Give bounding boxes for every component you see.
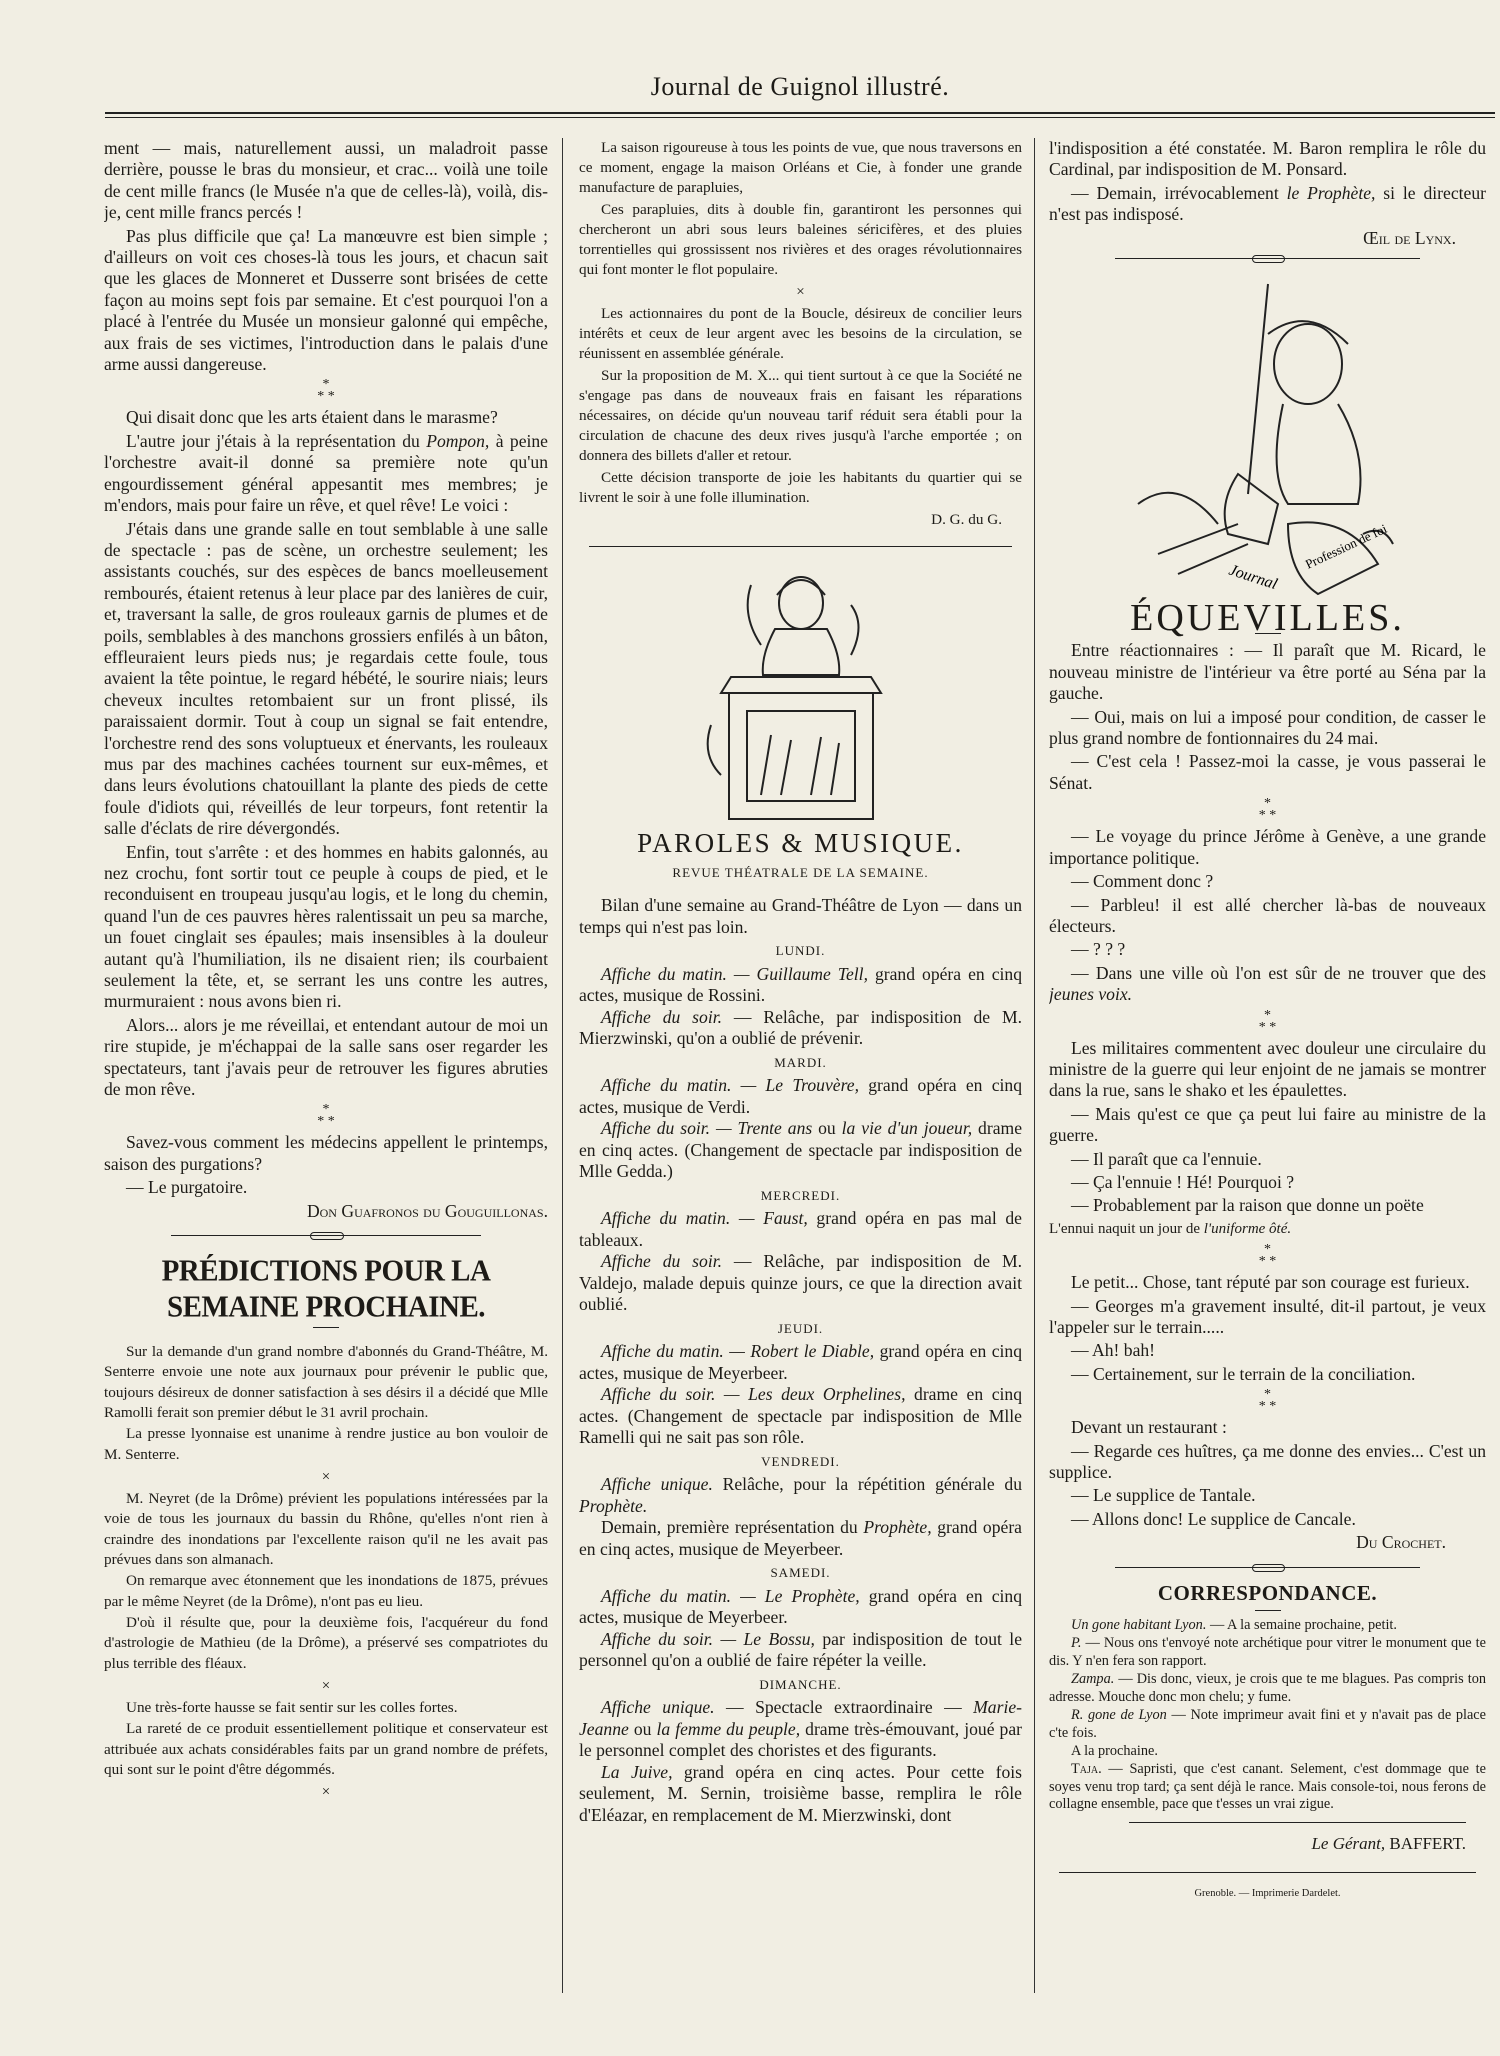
day-heading: DIMANCHE. xyxy=(759,1676,842,1692)
column-2 xyxy=(579,138,1022,1826)
listing: Affiche du soir. — Le Bossu, par indisposition de tout le personnel qu'on a oublié de faire répéter la veille. xyxy=(579,1628,1022,1670)
author-signature: Don Guafronos du Gouguillonas. xyxy=(306,1200,548,1221)
asterism-ornament: * * * xyxy=(1258,1007,1277,1035)
asterism-ornament: * * * xyxy=(1258,796,1277,824)
article-paragraph: — Parbleu! il est allé chercher là-bas de nouveaux électeurs. xyxy=(1049,894,1486,936)
article-paragraph: Bilan d'une semaine au Grand-Théâtre de Lyon — dans un temps qui n'est pas loin. xyxy=(579,895,1022,937)
letter-reply: Un gone habitant Lyon. — A la semaine prochaine, petit. xyxy=(1071,1617,1397,1634)
listing: Affiche unique. — Spectacle extraordinaire — Marie-Jeanne ou la femme du peuple, drame très-émouvant, joué par le personnel complet des choristes et des figurants. xyxy=(579,1697,1022,1760)
short-dash xyxy=(313,1327,339,1328)
letter-reply: A la prochaine. xyxy=(1071,1742,1158,1759)
article-paragraph: — Certainement, sur le terrain de la conciliation. xyxy=(1071,1363,1416,1384)
author-signature: Œil de Lynx. xyxy=(1363,227,1456,248)
article-paragraph: — Oui, mais on lui a imposé pour condition, de casser le plus grand nombre de fontionnaires du 24 mai. xyxy=(1049,706,1486,749)
article-paragraph: — Georges m'a gravement insulté, dit-il partout, je veux l'appeler sur le terrain..... xyxy=(1049,1295,1486,1337)
article-paragraph: Alors... alors je me réveillai, et entendant autour de moi un rire stupide, je m'échappai de la salle sans oser regarder les spectateurs, tant j'avais peur de retrouver les figures abruties de mon rêve. xyxy=(104,1014,548,1100)
asterism-ornament: * * * xyxy=(1258,1387,1277,1415)
article-paragraph: — Le supplice de Tantale. xyxy=(1071,1485,1256,1506)
column-1 xyxy=(104,138,548,1805)
day-heading: MARDI. xyxy=(774,1054,827,1070)
ornamental-rule xyxy=(1115,1567,1421,1578)
day-heading: MERCREDI. xyxy=(760,1187,841,1203)
day-heading: LUNDI. xyxy=(775,943,826,958)
article-paragraph: M. Neyret (de la Drôme) prévient les populations intéressées par la voie de tous les journaux du bassin du Rhône, qu'elles n'ont rien à craindre des inondations par l'excellente raison qu'il ne les avait pas prévues dans son almanach. xyxy=(104,1490,548,1569)
article-paragraph: La saison rigoureuse à tous les points de vue, que nous traversons en ce moment, engage la maison Orléans et Cie, à fonder une grande manufacture de parapluies, xyxy=(579,139,1022,196)
article-paragraph: Sur la proposition de M. X... qui tient surtout à ce que la Société ne s'engage pas dans de nouveaux frais en faisant les réparations nécessaires, on décide qu'un nouveau tarif réduit sera établi pour la circulation de chacune des deux rives jusqu'à l'arche emportée ; on donnera des billets d'aller et retour. xyxy=(579,367,1022,464)
article-paragraph: D'où il résulte que, pour la deuxième fois, l'acquéreur du fond d'astrologie de Mathieu (de la Drôme), a préservé ses compatriotes du plus terrible des fléaux. xyxy=(104,1613,548,1672)
article-paragraph: — Le purgatoire. xyxy=(126,1177,248,1198)
ornamental-rule xyxy=(171,1235,482,1246)
article-paragraph: — Allons donc! Le supplice de Cancale. xyxy=(1071,1508,1356,1529)
article-paragraph: — Comment donc ? xyxy=(1071,871,1214,892)
article-paragraph: Entre réactionnaires : — Il paraît que M. Ricard, le nouveau ministre de l'intérieur va être porté au Séna par la gauche. xyxy=(1049,640,1486,704)
day-heading: VENDREDI. xyxy=(761,1453,840,1469)
asterism-ornament: * * * xyxy=(1258,1242,1277,1270)
section-rule xyxy=(589,546,1012,547)
listing: Affiche du matin. — Le Trouvère, grand opéra en cinq actes, musique de Verdi. xyxy=(579,1075,1022,1117)
article-paragraph: — Il paraît que ca l'ennuie. xyxy=(1071,1148,1262,1169)
masthead-rule xyxy=(105,112,1495,118)
article-paragraph: Les militaires commentent avec douleur une circulaire du ministre de la guerre qui leur enjoint de ne jamais se montrer dans la rue, sans le shako et les épaulettes. xyxy=(1049,1037,1486,1101)
letter-reply: P. — Nous ons t'envoyé note archétique pour vitrer le monument que te dis. Y n'en fera son rapport. xyxy=(1049,1635,1486,1669)
article-paragraph: — Ça l'ennuie ! Hé! Pourquoi ? xyxy=(1071,1171,1295,1192)
article-paragraph: L'autre jour j'étais à la représentation du Pompon, à peine l'orchestre avait-il donné sa première note qu'un engourdissement général appesantit mes membres; je m'endors, mais pour faire un rêve, et quel rêve! Le voici : xyxy=(104,430,548,516)
author-signature: Du Crochet. xyxy=(1356,1532,1446,1553)
article-paragraph: — Dans une ville où l'on est sûr de ne trouver que des jeunes voix. xyxy=(1049,962,1486,1005)
article-paragraph: — ? ? ? xyxy=(1071,939,1126,960)
article-paragraph: ment — mais, naturellement aussi, un maladroit passe derrière, pousse le bras du monsieur, et crac... voilà une toile de cent mille francs (le Musée n'a que de celles-là), voilà, dis-je, cent mille francs percés ! xyxy=(104,138,548,223)
section-subtitle: REVUE THÉATRALE DE LA SEMAINE. xyxy=(672,865,929,880)
letter-reply: Zampa. — Dis donc, vieux, je crois que te me blagues. Pas compris ton adresse. Mouche donc mon chelu; y fume. xyxy=(1049,1671,1486,1705)
section-rule xyxy=(1129,1822,1466,1823)
article-paragraph: Ces parapluies, dits à double fin, garantiront les personnes qui chercheront un abri sous leurs baleines séricifères, et des pluies torrentielles qui grossissent nos rivières et des orages révolutionnaires qui font monter le flot populaire. xyxy=(579,201,1022,278)
listing: Affiche unique. Relâche, pour la répétition générale du Prophète. xyxy=(579,1474,1022,1516)
article-paragraph: — C'est cela ! Passez-moi la casse, je vous passerai le Sénat. xyxy=(1049,751,1486,793)
article-paragraph: J'étais dans une grande salle en tout semblable à une salle de spectacle : pas de scène, un orchestre seulement; les assistants couchés, sur des espèces de bancs moelleusement rembourés, étaient retenus à leur place par des lanières de cuir, et, traversant la salle, de gros rouleaux garnis de plumes et de poils, semblables à des manchons grossiers enfilés à un bâton, effleuraient leurs pieds nus; je regardais cette foule, tous avaient la tête pointue, le regard hébété, le sourire niais; leurs cheveux incultes retombaient sur un front plissé, ils paraissaient dormir. Tout à coup un signal se fait entendre, l'orchestre rend des sons voluptueux et énervants, les rouleaux mus par des machines cachées tournent sur eux-mêmes, et dans leurs évolutions chatouillant la plante des pieds de cette foule d'idiots qui, réveillés de leur torpeurs, font retentir la salle d'éclats de rire dévergondés. xyxy=(104,518,548,839)
article-paragraph: Devant un restaurant : xyxy=(1071,1417,1227,1438)
author-signature: D. G. du G. xyxy=(931,511,1002,528)
column-divider xyxy=(562,138,563,1993)
masthead-title: Journal de Guignol illustré. xyxy=(650,72,950,101)
listing: Affiche du matin. — Robert le Diable, grand opéra en cinq actes, musique de Meyerbeer. xyxy=(579,1341,1022,1383)
short-dash xyxy=(1255,1610,1281,1611)
letter-reply: R. gone de Lyon — Note imprimeur avait fini et y n'avait pas de place c'te fois. xyxy=(1049,1707,1486,1741)
illustration-caption: Profession de foi xyxy=(1302,520,1389,572)
ornamental-rule xyxy=(1115,258,1421,269)
listing: La Juive, grand opéra en cinq actes. Pour cette fois seulement, M. Sernin, troisième basse, remplira le rôle d'Eléazar, en remplacement de M. Mierzwinski, dont xyxy=(579,1761,1022,1825)
letter-reply: Taja. — Sapristi, que c'est canant. Selement, c'est dommage que te soyes venu trop tard; ça sent déjà le rance. Mais console-toi, nous ferons de collagne ensemble, pace que t'esses un vrai zigue. xyxy=(1049,1761,1486,1813)
guignol-pen-illustration xyxy=(1118,274,1418,604)
column-divider xyxy=(1034,138,1035,1993)
column-3 xyxy=(1049,138,1486,1904)
guignol-theatre-illustration xyxy=(691,565,911,825)
article-paragraph: — Demain, irrévocablement le Prophète, si le directeur n'est pas indisposé. xyxy=(1049,182,1486,225)
listing: Affiche du soir. — Relâche, par indisposition de M. Valdejo, malade depuis quinze jours, ce que la direction avait oublié. xyxy=(579,1251,1022,1314)
asterism-ornament: * * * xyxy=(317,1102,335,1130)
article-paragraph: On remarque avec étonnement que les inondations de 1875, prévues par le même Neyret (de la Drôme), n'ont pas eu lieu. xyxy=(104,1572,548,1610)
cross-mark: × xyxy=(321,1677,331,1694)
article-paragraph: Le petit... Chose, tant réputé par son courage est furieux. xyxy=(1071,1272,1470,1293)
listing: Affiche du matin. — Le Prophète, grand opéra en cinq actes, musique de Meyerbeer. xyxy=(579,1585,1022,1627)
printer-line: Grenoble. — Imprimerie Dardelet. xyxy=(1194,1887,1341,1899)
article-paragraph: Sur la demande d'un grand nombre d'abonnés du Grand-Théâtre, M. Senterre envoie une note aux journaux pour prévenir le public que, toujours désireux de donner satisfaction à ses désirs il a décidé que Mlle Ramolli ferait son premier début le 31 avril prochain. xyxy=(104,1343,548,1421)
article-paragraph: — Le voyage du prince Jérôme à Genève, a une grande importance politique. xyxy=(1049,826,1486,868)
article-paragraph: — Ah! bah! xyxy=(1071,1340,1156,1361)
theatre-review xyxy=(579,895,1022,1826)
section-title: CORRESPONDANCE. xyxy=(1157,1580,1378,1605)
article-paragraph: — Regarde ces huîtres, ça me donne des envies... C'est un supplice. xyxy=(1049,1440,1486,1483)
article-paragraph: — Probablement par la raison que donne un poëte xyxy=(1071,1195,1424,1216)
listing: Affiche du soir. — Les deux Orphelines, drame en cinq actes. (Changement de spectacle par indisposition de Mlle Ramelli qui ne sait pas son rôle. xyxy=(579,1384,1022,1447)
article-paragraph: Qui disait donc que les arts étaient dans le marasme? xyxy=(126,407,498,428)
predictions-block xyxy=(104,1342,548,1803)
listing: Affiche du matin. — Faust, grand opéra en pas mal de tableaux. xyxy=(579,1208,1022,1250)
article-paragraph: La rareté de ce produit essentiellement politique et conservateur est attribuée aux achats considérables faits par un grand nombre de préfets, qui sont sur le point d'être dégommés. xyxy=(104,1720,548,1779)
article-paragraph: Pas plus difficile que ça! La manœuvre est bien simple ; d'ailleurs on voit ces choses-là tous les jours, et chacun sait que les glaces de Monneret et Dusserre sont brisées de cette façon au moins sept fois par semaine. Et c'est pourquoi l'on a placé à l'entrée du Musée un monsieur galonné qui empêche, aux frais de ses victimes, l'introduction dans le palais d'une arme aussi dangereuse. xyxy=(104,225,548,375)
verse-line: L'ennui naquit un jour de l'uniforme ôté. xyxy=(1049,1220,1292,1237)
day-heading: SAMEDI. xyxy=(770,1565,831,1580)
article-paragraph: Les actionnaires du pont de la Boucle, désireux de concilier leurs intérêts et ceux de leur argent avec les besoins de la circulation, se réunissent en assemblée générale. xyxy=(579,305,1022,362)
manager-signature: Le Gérant, BAFFERT. xyxy=(1311,1833,1466,1853)
article-paragraph: Enfin, tout s'arrête : et des hommes en habits galonnés, au nez crochu, font sortir tout ce peuple à coups de pied, et le reconduisent en troupeau jusqu'au logis, et le long du chemin, quand l'un de ces pauvres hères ralentissait un peu sa marche, un fouet cinglait ses épaules; mais insensibles à la douleur autant qu'à l'humiliation, ils ne disaient rien; ils courbaient seulement la tête, et, se serrant les uns contre les autres, murmuraient : nous avons bien ri. xyxy=(104,841,548,1012)
article-paragraph: l'indisposition a été constatée. M. Baron remplira le rôle du Cardinal, par indisposition de M. Ponsard. xyxy=(1049,138,1486,180)
article-paragraph: — Mais qu'est ce que ça peut lui faire au ministre de la guerre. xyxy=(1049,1103,1486,1146)
section-title: ÉQUEVILLES. xyxy=(1130,597,1405,640)
listing: Demain, première représentation du Prophète, grand opéra en cinq actes, musique de Meyerbeer. xyxy=(579,1517,1022,1559)
section-title: PRÉDICTIONS POUR LA SEMAINE PROCHAINE. xyxy=(161,1254,491,1324)
cross-mark: × xyxy=(321,1468,331,1485)
section-title: PAROLES & MUSIQUE. xyxy=(637,828,964,858)
cross-mark: × xyxy=(321,1784,331,1801)
article-paragraph: Savez-vous comment les médecins appellent le printemps, saison des purgations? xyxy=(104,1132,548,1174)
cross-mark: × xyxy=(796,284,805,300)
article-paragraph: Cette décision transporte de joie les habitants du quartier qui se livrent le soir à une folle illumination. xyxy=(579,469,1022,506)
listing: Affiche du soir. — Trente ans ou la vie d'un joueur, drame en cinq actes. (Changement de spectacle par indisposition de Mlle Gedda.) xyxy=(579,1118,1022,1181)
illustration-caption: Journal xyxy=(1226,561,1279,594)
listing: Affiche du matin. — Guillaume Tell, grand opéra en cinq actes, musique de Rossini. xyxy=(579,963,1022,1005)
section-rule xyxy=(1059,1872,1476,1873)
asterism-ornament: * * * xyxy=(317,377,335,405)
article-paragraph: Une très-forte hausse se fait sentir sur les colles fortes. xyxy=(126,1699,458,1717)
listing: Affiche du soir. — Relâche, par indisposition de M. Mierzwinski, qu'on a oublié de prévenir. xyxy=(579,1006,1022,1048)
article-paragraph: La presse lyonnaise est unanime à rendre justice au bon vouloir de M. Senterre. xyxy=(104,1425,548,1463)
day-heading: JEUDI. xyxy=(777,1320,824,1336)
correspondence-block xyxy=(1049,1617,1486,1813)
